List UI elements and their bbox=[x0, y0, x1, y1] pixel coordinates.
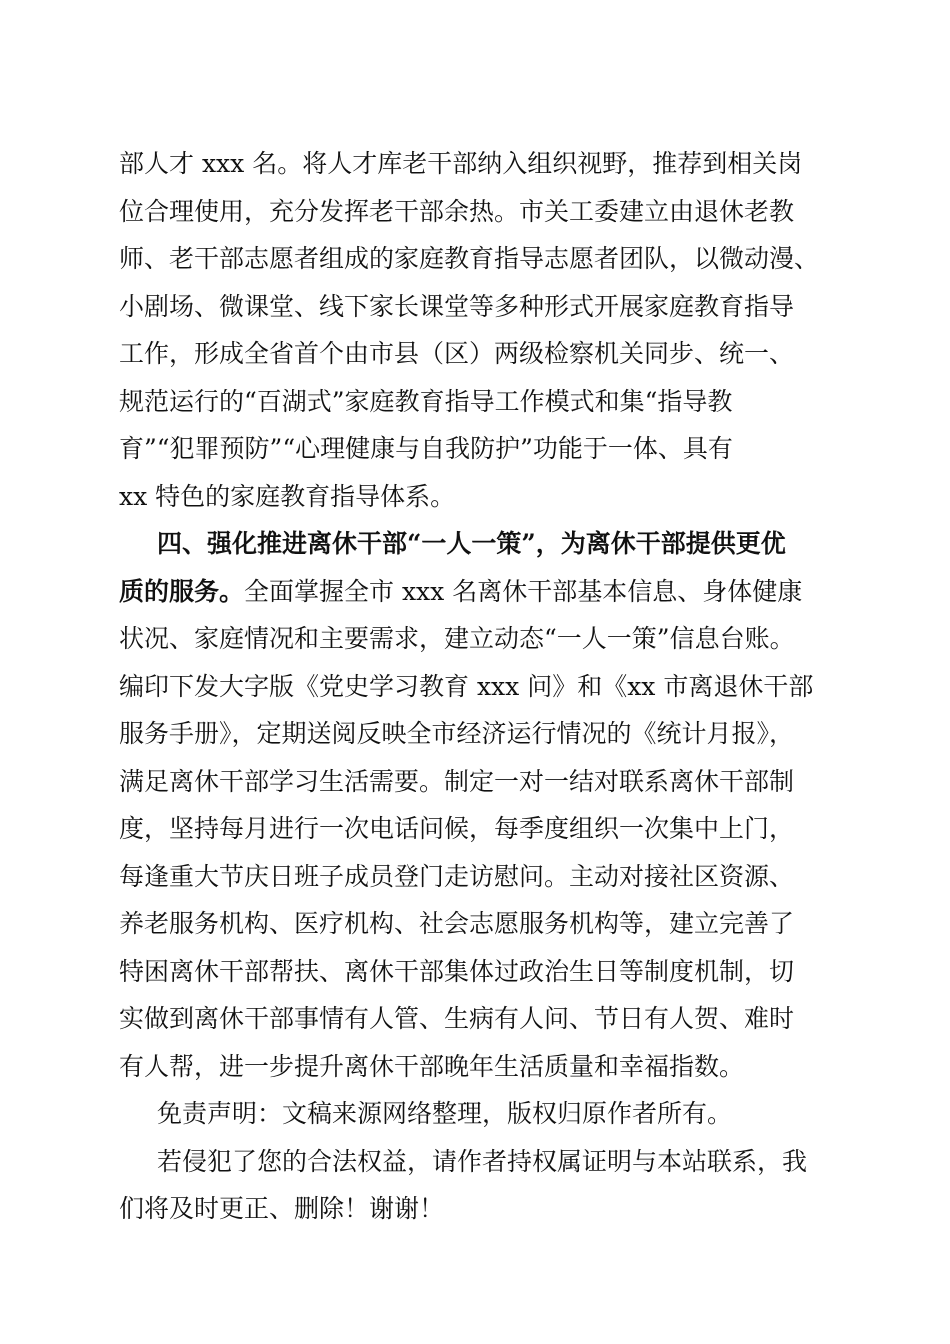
body-text-line: 规范运行的“百湖式”家庭教育指导工作模式和集“指导教 bbox=[119, 387, 733, 416]
body-text-line: 位合理使用，充分发挥老干部余热。市关工委建立由退休老教 bbox=[119, 197, 795, 226]
body-text-line: 师、老干部志愿者组成的家庭教育指导志愿者团队，以微动漫、 bbox=[119, 244, 820, 273]
section-heading-continuation bbox=[119, 572, 802, 612]
body-text-line: 度，坚持每月进行一次电话问候，每季度组织一次集中上门， bbox=[119, 814, 795, 843]
body-text-line: 养老服务机构、医疗机构、社会志愿服务机构等，建立完善了 bbox=[119, 909, 795, 938]
body-text-line: 小剧场、微课堂、线下家长课堂等多种形式开展家庭教育指导 bbox=[119, 292, 795, 321]
body-text-line: 每逢重大节庆日班子成员登门走访慰问。主动对接社区资源、 bbox=[119, 862, 795, 891]
body-text-line: 状况、家庭情况和主要需求，建立动态“一人一策”信息台账。 bbox=[119, 624, 795, 653]
body-text-line: 部人才 xxx 名。将人才库老干部纳入组织视野，推荐到相关岗 bbox=[119, 149, 803, 178]
body-text-line: 编印下发大字版《党史学习教育 xxx 问》和《xx 市离退休干部 bbox=[119, 672, 814, 701]
body-text-line: 特困离休干部帮扶、离休干部集体过政治生日等制度机制，切 bbox=[119, 957, 795, 986]
body-text-line: 有人帮，进一步提升离休干部晚年生活质量和幸福指数。 bbox=[119, 1052, 745, 1081]
body-text-line: 育”“犯罪预防”“心理健康与自我防护”功能于一体、具有 bbox=[119, 434, 733, 463]
disclaimer-line: 们将及时更正、删除！谢谢！ bbox=[119, 1194, 445, 1223]
body-text-line: xx 特色的家庭教育指导体系。 bbox=[119, 482, 456, 511]
section-heading: 四、强化推进离休干部“一人一策”，为离休干部提供更优 bbox=[157, 529, 786, 558]
section-body-start: 全面掌握全市 xxx 名离休干部基本信息、身体健康 bbox=[244, 577, 803, 606]
section-heading-end: 质的服务。 bbox=[119, 577, 245, 606]
disclaimer-line: 免责声明：文稿来源网络整理，版权归原作者所有。 bbox=[157, 1099, 733, 1128]
disclaimer-line: 若侵犯了您的合法权益，请作者持权属证明与本站联系，我 bbox=[157, 1147, 808, 1176]
body-text-line: 服务手册》，定期送阅反映全市经济运行情况的《统计月报》， bbox=[119, 719, 795, 748]
body-text-line: 满足离休干部学习生活需要。制定一对一结对联系离休干部制 bbox=[119, 767, 795, 796]
body-text-line: 工作，形成全省首个由市县（区）两级检察机关同步、统一、 bbox=[119, 339, 795, 368]
body-text-line: 实做到离休干部事情有人管、生病有人问、节日有人贺、难时 bbox=[119, 1004, 795, 1033]
